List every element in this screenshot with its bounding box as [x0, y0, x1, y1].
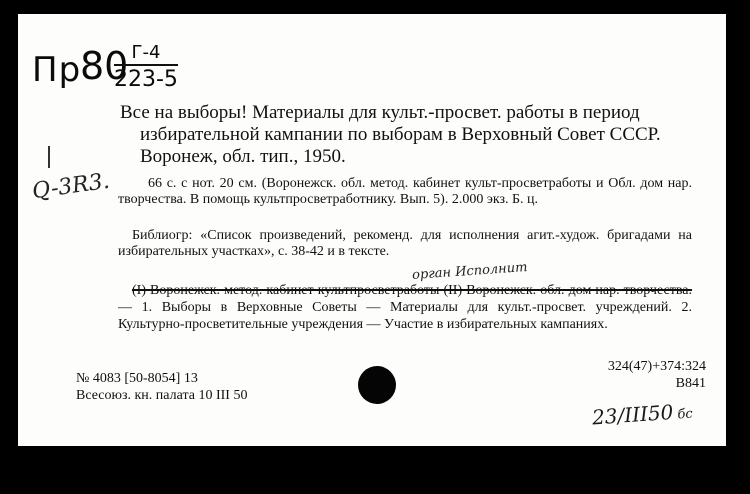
shelf-number: 80 — [80, 44, 129, 88]
author-mark: В841 — [675, 376, 706, 391]
handwritten-insert: орган Исполнит — [411, 259, 528, 284]
card-punch-hole — [358, 366, 396, 404]
shelf-fraction — [114, 42, 178, 92]
handwritten-date-suffix: бс — [676, 406, 694, 423]
struck-added-entries: (I) Воронежск. метод. кабинет культпросветработы (II) Воронежск. обл. дом нар. творчества. — [132, 283, 692, 298]
chamber-imprint: Всесоюз. кн. палата 10 III 50 — [76, 388, 248, 403]
physical-description: 66 с. с нот. 20 см. (Воронежск. обл. метод. кабинет культ-просветработы и Обл. дом нар. творчества. В помощь культпросветработнику. Вып. 5). 2.000 экз. Б. ц. — [118, 176, 692, 207]
udc-code: 324(47)+374:324 — [607, 359, 706, 374]
handwritten-date-value: 23/III50 — [591, 399, 675, 430]
margin-handwritten-note: Q-3R3. — [30, 168, 112, 205]
shelf-mark: Пр — [32, 50, 82, 90]
registration-info — [76, 370, 247, 404]
subject-headings-text: — 1. Выборы в Верховные Советы — Материалы для культ.-просвет. учреждений. 2. Культурно-просветительные учреждения — Участие в избирательных кампаниях. — [118, 300, 692, 332]
record-title: Все на выборы! Материалы для культ.-просвет. работы в период избирательной кампании по выборам в Верховный Совет СССР. Воронеж, обл. тип., 1950. — [120, 102, 661, 167]
bibliography-note: Библиогр: «Список произведений, рекоменд. для исполнения агит.-худож. бригадами на избирательных участках», с. 38-42 и в тексте. — [118, 228, 692, 259]
shelf-fraction-top: Г-4 — [114, 42, 178, 66]
catalog-card — [18, 14, 726, 446]
shelf-fraction-bottom: 223-5 — [114, 67, 178, 92]
margin-tick-mark — [48, 146, 50, 168]
subject-headings — [118, 282, 692, 333]
classification-codes — [608, 358, 706, 392]
registration-number: № 4083 [50-8054] 13 — [76, 371, 198, 386]
handwritten-date — [591, 399, 693, 430]
